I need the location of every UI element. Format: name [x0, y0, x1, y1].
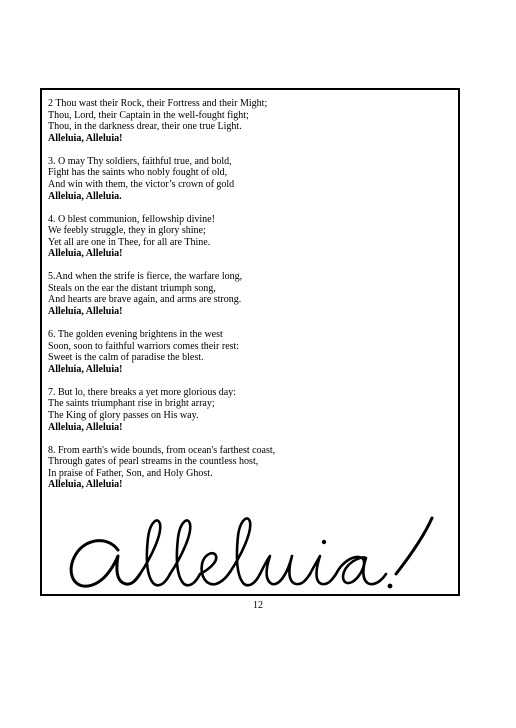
script-letter-a: [336, 557, 386, 584]
page-number: 12: [253, 600, 263, 611]
verse-line: In praise of Father, Son, and Holy Ghost.: [48, 467, 213, 479]
stanza-4: [48, 214, 452, 260]
script-exclamation-dot: [388, 584, 393, 589]
script-capital-a: [71, 541, 140, 587]
verse-line: 3. O may Thy soldiers, faithful true, and bold,: [48, 155, 232, 167]
verse-line: 4. O blest communion, fellowship divine!: [48, 213, 215, 225]
stanza-5: [48, 271, 452, 317]
alleluia-script-lettering: [56, 516, 456, 596]
script-letter-e: [200, 553, 230, 584]
stanza-6: [48, 329, 452, 375]
refrain: Alleluia, Alleluia!: [48, 248, 123, 260]
verse-line: 6. The golden evening brightens in the west: [48, 329, 223, 341]
verse-line: Through gates of pearl streams in the countless host,: [48, 456, 259, 468]
verse-line: Yet all are one in Thee, for all are Thine.: [48, 236, 211, 248]
script-loop-l3: [230, 518, 260, 585]
stanza-2: [48, 98, 452, 144]
script-loop-l2: [170, 520, 200, 585]
verse-line: And hearts are brave again, and arms are strong.: [48, 294, 242, 306]
verse-line: 7. But lo, there breaks a yet more glorious day:: [48, 386, 237, 398]
stanza-8: [48, 445, 452, 491]
verse-line: Thou, Lord, their Captain in the well-fought fight;: [48, 109, 249, 121]
refrain: Alleluia, Alleluia!: [48, 363, 123, 375]
verse-line: Thou, in the darkness drear, their one true Light.: [48, 121, 242, 133]
verse-line: The King of glory passes on His way.: [48, 410, 199, 422]
script-loop-l1: [140, 520, 170, 585]
verse-line: 8. From earth's wide bounds, from ocean's farthest coast,: [48, 444, 276, 456]
verse-line: Soon, soon to faithful warriors comes their rest:: [48, 340, 240, 352]
verse-line: Steals on the ear the distant triumph song,: [48, 282, 216, 294]
script-i-dot: [322, 540, 326, 544]
script-letter-u: [260, 556, 310, 584]
refrain: Alleluia, Alleluia.: [48, 190, 122, 202]
script-exclamation-stroke: [396, 518, 432, 574]
refrain: Alleluia, Alleluia!: [48, 132, 123, 144]
page-frame: [40, 88, 460, 596]
refrain: Alleluia, Alleluia!: [48, 479, 123, 491]
script-letter-i: [310, 556, 336, 584]
verse-line: We feebly struggle, they in glory shine;: [48, 225, 206, 237]
hymn-verses: [48, 98, 452, 502]
verse-line: Sweet is the calm of paradise the blest.: [48, 352, 204, 364]
verse-line: 2 Thou wast their Rock, their Fortress and their Might;: [48, 98, 268, 109]
stanza-7: [48, 387, 452, 433]
refrain: Alleluia, Alleluia!: [48, 421, 123, 433]
verse-line: The saints triumphant rise in bright array;: [48, 398, 215, 410]
verse-line: Fight has the saints who nobly fought of old,: [48, 167, 228, 179]
verse-line: 5.And when the strife is fierce, the warfare long,: [48, 271, 243, 283]
stanza-3: [48, 156, 452, 202]
verse-line: And win with them, the victor’s crown of gold: [48, 178, 235, 190]
refrain: Alleluia, Alleluia!: [48, 306, 123, 318]
